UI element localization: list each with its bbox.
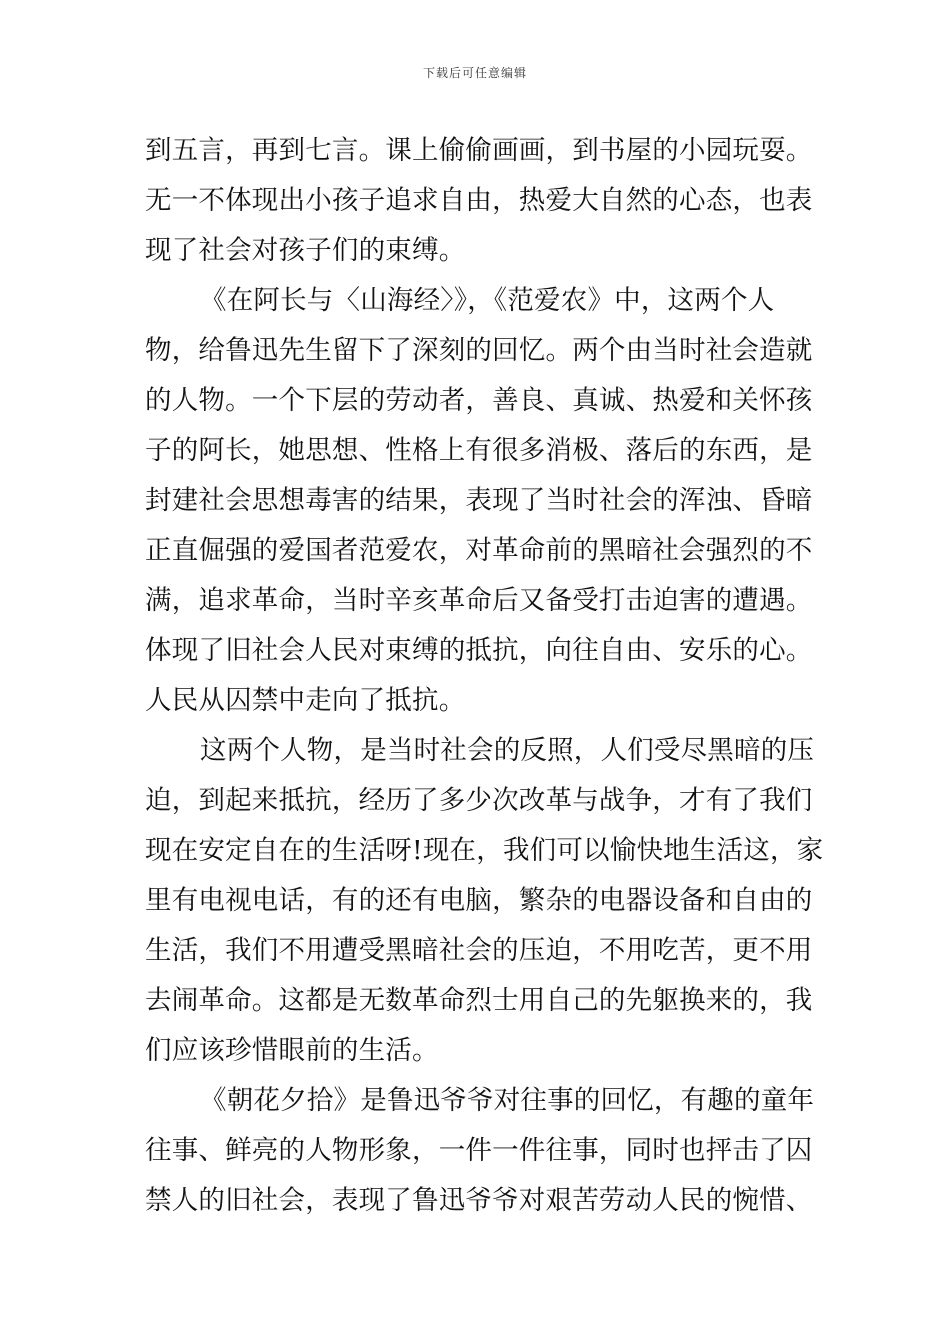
paragraph-start-line: 这两个人物，是当时社会的反照，人们受尽黑暗的压: [200, 735, 815, 766]
text-line: 的人物。一个下层的劳动者，善良、真诚、热爱和关怀孩: [145, 385, 813, 416]
text-line: 无一不体现出小孩子追求自由，热爱大自然的心态，也表: [145, 185, 813, 216]
text-line: 里有电视电话，有的还有电脑，繁杂的电器设备和自由的: [145, 885, 813, 916]
text-line: 现在安定自在的生活呀!现在，我们可以愉快地生活这，家: [145, 835, 824, 866]
paragraph-start-line: 《朝花夕拾》是鲁迅爷爷对往事的回忆，有趣的童年: [200, 1085, 815, 1116]
text-line: 到五言，再到七言。课上偷偷画画，到书屋的小园玩耍。: [145, 135, 813, 166]
body-text: [145, 126, 824, 1226]
text-line: 体现了旧社会人民对束缚的抵抗，向往自由、安乐的心。: [145, 635, 813, 666]
text-line: 去闹革命。这都是无数革命烈士用自己的先躯换来的，我: [145, 985, 813, 1016]
text-line: 满，追求革命，当时辛亥革命后又备受打击迫害的遭遇。: [145, 585, 813, 616]
text-line: 生活，我们不用遭受黑暗社会的压迫，不用吃苦，更不用: [145, 935, 813, 966]
paragraph-start-line: 《在阿长与〈山海经〉》，《范爱农》中，这两个人: [200, 285, 775, 316]
text-line: 物，给鲁迅先生留下了深刻的回忆。两个由当时社会造就: [145, 335, 813, 366]
header-note: 下载后可任意编辑: [422, 66, 527, 80]
text-line: 禁人的旧社会，表现了鲁迅爷爷对艰苦劳动人民的惋惜、: [145, 1185, 813, 1216]
text-line: 现了社会对孩子们的束缚。: [145, 235, 466, 266]
text-line: 迫，到起来抵抗，经历了多少次改革与战争，才有了我们: [145, 785, 813, 816]
text-line: 人民从囚禁中走向了抵抗。: [145, 685, 466, 716]
text-line: 往事、鲜亮的人物形象，一件一件往事，同时也抨击了囚: [145, 1135, 813, 1166]
text-line: 封建社会思想毒害的结果，表现了当时社会的浑浊、昏暗: [145, 485, 813, 516]
text-line: 们应该珍惜眼前的生活。: [145, 1035, 439, 1066]
text-line: 正直倔强的爱国者范爱农，对革命前的黑暗社会强烈的不: [145, 535, 813, 566]
text-line: 子的阿长，她思想、性格上有很多消极、落后的东西，是: [145, 435, 813, 466]
